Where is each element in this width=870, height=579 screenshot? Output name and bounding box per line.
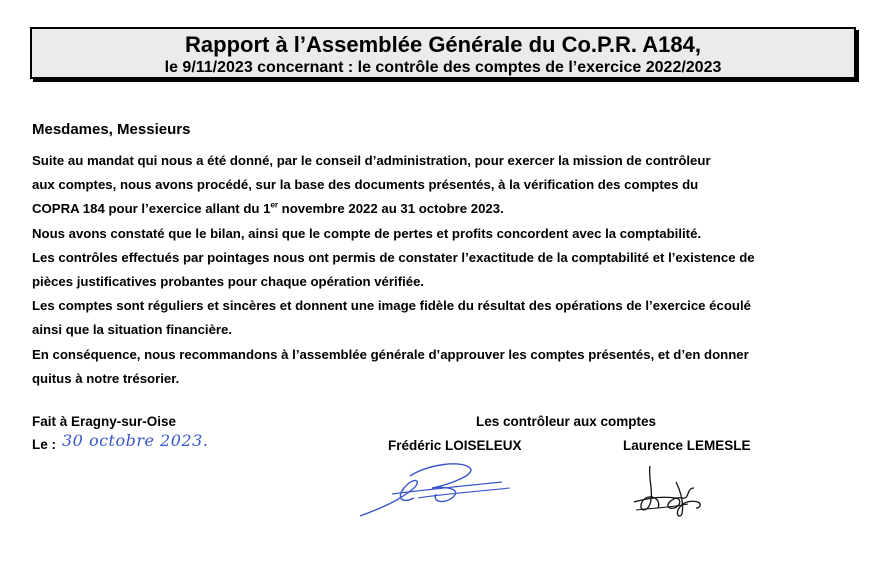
handwritten-date: 30 octobre 2023.	[62, 431, 209, 450]
body-line: COPRA 184 pour l’exercice allant du 1er novembre 2022 au 31 octobre 2023.	[32, 201, 504, 217]
greeting: Mesdames, Messieurs	[32, 121, 191, 138]
report-title-box	[30, 27, 856, 79]
body-line: pièces justificatives probantes pour chaque opération vérifiée.	[32, 274, 425, 290]
signatory-name-1: Frédéric LOISELEUX	[388, 438, 522, 453]
body-line: Les comptes sont réguliers et sincères et donnent une image fidèle du résultat des opérations de l’exercice écoulé	[32, 298, 751, 314]
signature-lemesle	[628, 458, 718, 524]
report-title: Rapport à l’Assemblée Générale du Co.P.R. A184,	[185, 32, 701, 57]
signature-loiseleux	[352, 458, 522, 524]
body-line: Suite au mandat qui nous a été donné, par le conseil d’administration, pour exercer la mission de contrôleur	[32, 153, 711, 168]
body-line: Nous avons constaté que le bilan, ainsi que le compte de pertes et profits concordent avec la comptabilité.	[32, 225, 702, 241]
date-label: Le :	[32, 437, 57, 452]
place-line: Fait à Eragny-sur-Oise	[32, 414, 177, 429]
body-line: ainsi que la situation financière.	[32, 322, 233, 338]
body-line: Les contrôles effectués par pointages nous ont permis de constater l’exactitude de la comptabilité et l’existence de	[32, 249, 755, 265]
report-subtitle: le 9/11/2023 concernant : le contrôle des comptes de l’exercice 2022/2023	[164, 59, 722, 76]
signatory-name-2: Laurence LEMESLE	[623, 438, 751, 453]
report-body	[32, 149, 852, 391]
body-line: aux comptes, nous avons procédé, sur la base des documents présentés, à la vérification des comptes du	[32, 177, 699, 193]
body-line: En conséquence, nous recommandons à l’assemblée générale d’approuver les comptes présentés, et d’en donner	[32, 346, 749, 362]
controllers-heading: Les contrôleur aux comptes	[476, 414, 657, 429]
body-line: quitus à notre trésorier.	[32, 370, 180, 386]
